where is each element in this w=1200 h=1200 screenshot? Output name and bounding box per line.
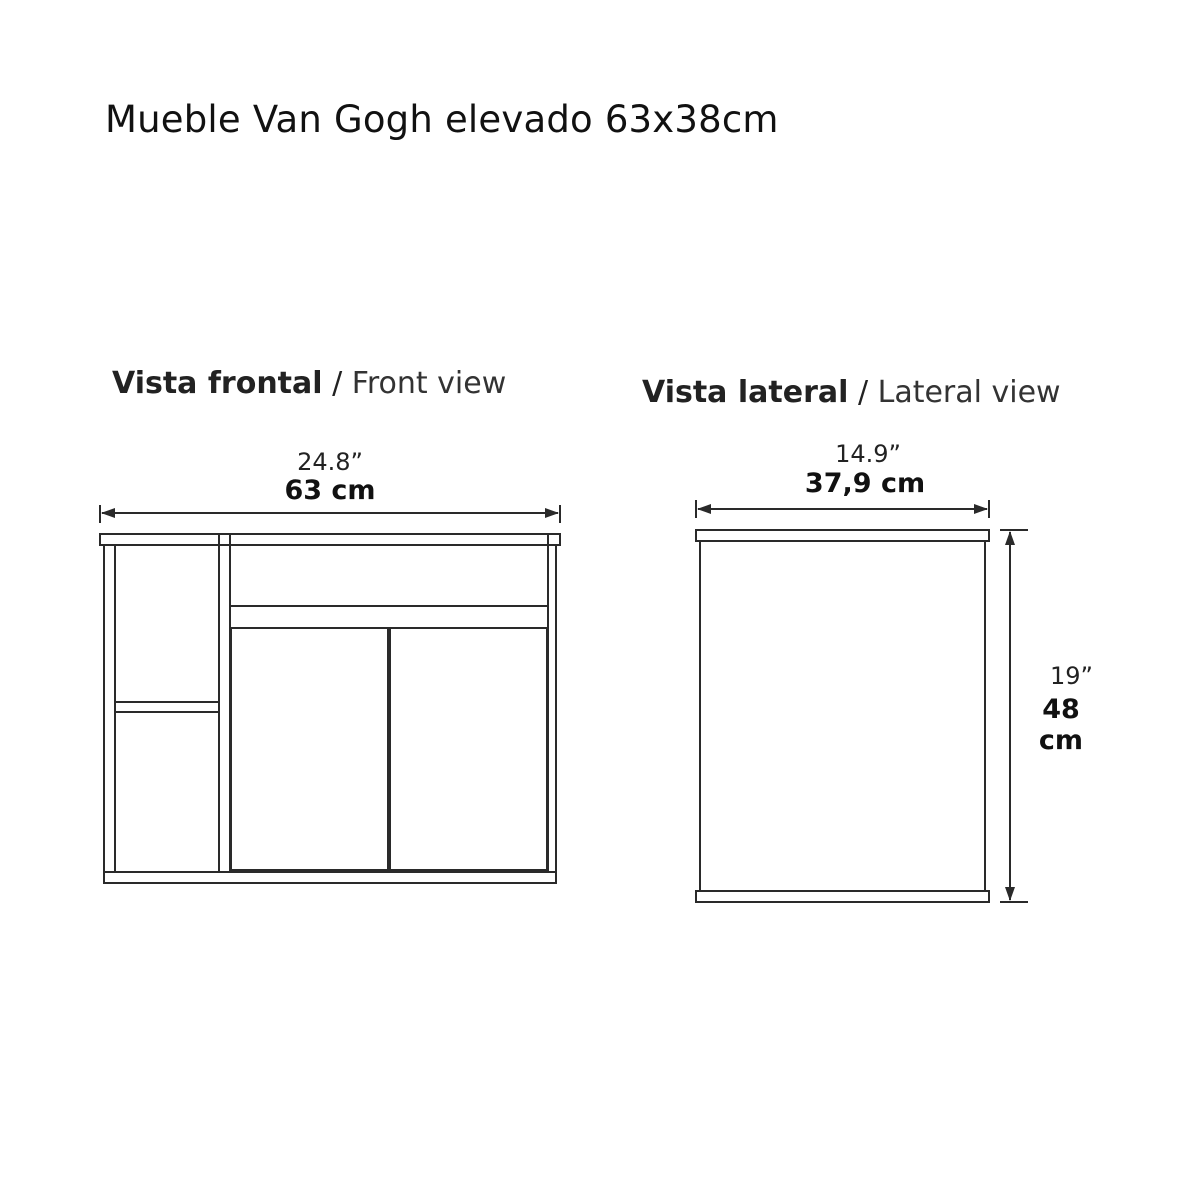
front-width-dimension xyxy=(100,505,560,523)
front-middle-shelf xyxy=(115,702,219,712)
lateral-view-heading-es: Vista lateral xyxy=(642,375,849,410)
front-width-cm: 63 cm xyxy=(284,475,376,506)
diagram-title: Mueble Van Gogh elevado 63x38cm xyxy=(105,98,779,141)
front-view-separator: / xyxy=(332,366,343,401)
lateral-view-separator: / xyxy=(857,375,869,410)
lateral-view-cabinet xyxy=(696,530,989,902)
front-bottom-slab xyxy=(104,872,556,883)
front-divider-panel xyxy=(219,534,230,872)
lateral-depth-dimension xyxy=(696,500,989,518)
front-right-door[interactable] xyxy=(390,628,547,870)
lateral-bottom-slab xyxy=(696,891,989,902)
lateral-side-panel xyxy=(700,541,985,891)
front-top-slab xyxy=(100,534,560,545)
lateral-view-heading-en: Lateral view xyxy=(877,375,1061,410)
front-width-inches: 24.8” xyxy=(297,448,363,476)
lateral-depth-cm: 37,9 cm xyxy=(804,468,926,499)
front-view-cabinet xyxy=(100,534,560,883)
lateral-height-dimension xyxy=(1000,530,1028,902)
front-upper-open-shelf xyxy=(115,545,219,702)
lateral-height-cm: 48 cm xyxy=(1038,694,1084,756)
front-view-heading-es: Vista frontal xyxy=(112,366,323,401)
lateral-depth-inches: 14.9” xyxy=(835,440,901,468)
front-lower-open-shelf xyxy=(115,712,219,872)
front-view-heading-en: Front view xyxy=(351,366,507,401)
lateral-height-inches: 19” xyxy=(1050,662,1093,690)
front-horizontal-panel xyxy=(230,606,548,628)
lateral-top-slab xyxy=(696,530,989,541)
front-left-door[interactable] xyxy=(231,628,388,870)
front-body-frame xyxy=(104,545,556,872)
